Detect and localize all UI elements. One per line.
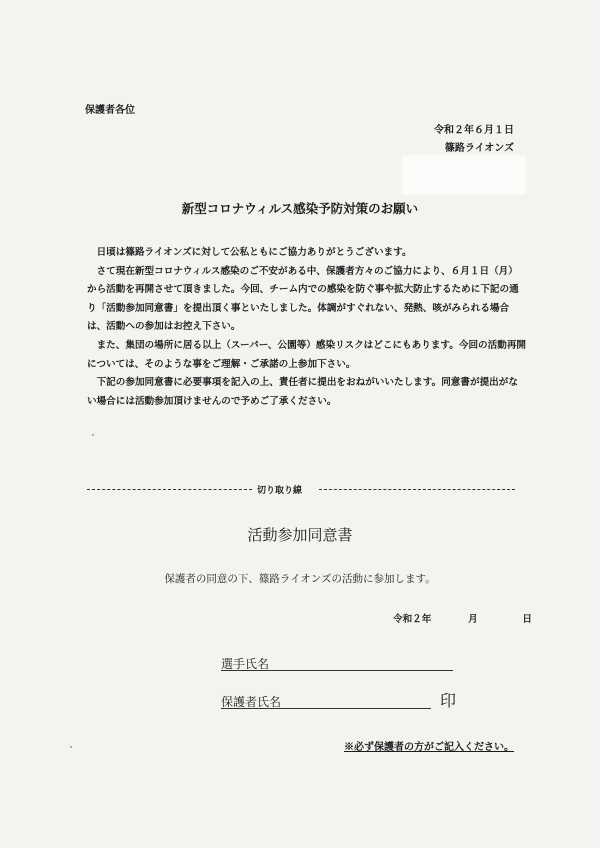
issue-date: 令和２年６月１日	[434, 125, 514, 136]
notice-paragraph: さて現在新型コロナウィルス感染のご不安がある中、保護者方々のご協力により、６月１日（月）から活動を再開させて頂きました。今回、チーム内での感染を防ぐ事や拡大防止するために下記の通り「活動参加同意書」を提出頂く事といたしました。体調がすぐれない、発熱、咳がみられる場合は、活動への参加はお控え下さい。	[87, 265, 519, 333]
consent-statement: 保護者の同意の下、篠路ライオンズの活動に参加します。	[164, 573, 436, 585]
form-date-month: 月	[468, 614, 478, 625]
notice-paragraph: また、集団の場所に居る以上（スーパー、公園等）感染リスクはどこにもあります。今回の活動再開については、そのような事をご理解・ご承諾の上参加下さい。	[87, 339, 527, 370]
paper-speck	[70, 746, 72, 748]
form-date-day: 日	[522, 614, 532, 625]
notice-paragraph: 日頃は篠路ライオンズに対して公私ともにご協力ありがとうございます。	[87, 247, 412, 258]
form-date-era: 令和２年	[393, 614, 432, 625]
form-title: 活動参加同意書	[247, 526, 353, 544]
notice-paragraph: 下記の参加同意書に必要事項を記入の上、責任者に提出をおねがいいたします。同意書が提出がない場合には活動参加頂けませんので予めご了承ください。	[87, 377, 518, 407]
guardian-note: ※必ず保護者の方がご記入ください。	[344, 742, 514, 753]
seal-mark: 印	[440, 691, 457, 710]
notice-body	[87, 244, 527, 411]
paper-speck	[92, 434, 94, 436]
guardian-name-field[interactable]	[221, 693, 281, 710]
player-name-line	[221, 670, 453, 671]
cut-line	[87, 483, 515, 495]
cut-line-label: 切り取り線	[257, 486, 303, 496]
form-date	[393, 611, 532, 625]
player-name-field[interactable]	[221, 655, 269, 672]
guardian-name-label: 保護者氏名	[221, 695, 282, 709]
redacted-area	[402, 155, 526, 195]
cut-line-dash-right	[319, 489, 515, 490]
guardian-name-line	[221, 708, 431, 709]
cut-line-dash-left	[87, 489, 252, 490]
addressee: 保護者各位	[85, 105, 135, 116]
player-name-label: 選手氏名	[221, 657, 270, 671]
notice-title: 新型コロナウィルス感染予防対策のお願い	[181, 201, 419, 216]
organization-name: 篠路ライオンズ	[444, 143, 514, 154]
